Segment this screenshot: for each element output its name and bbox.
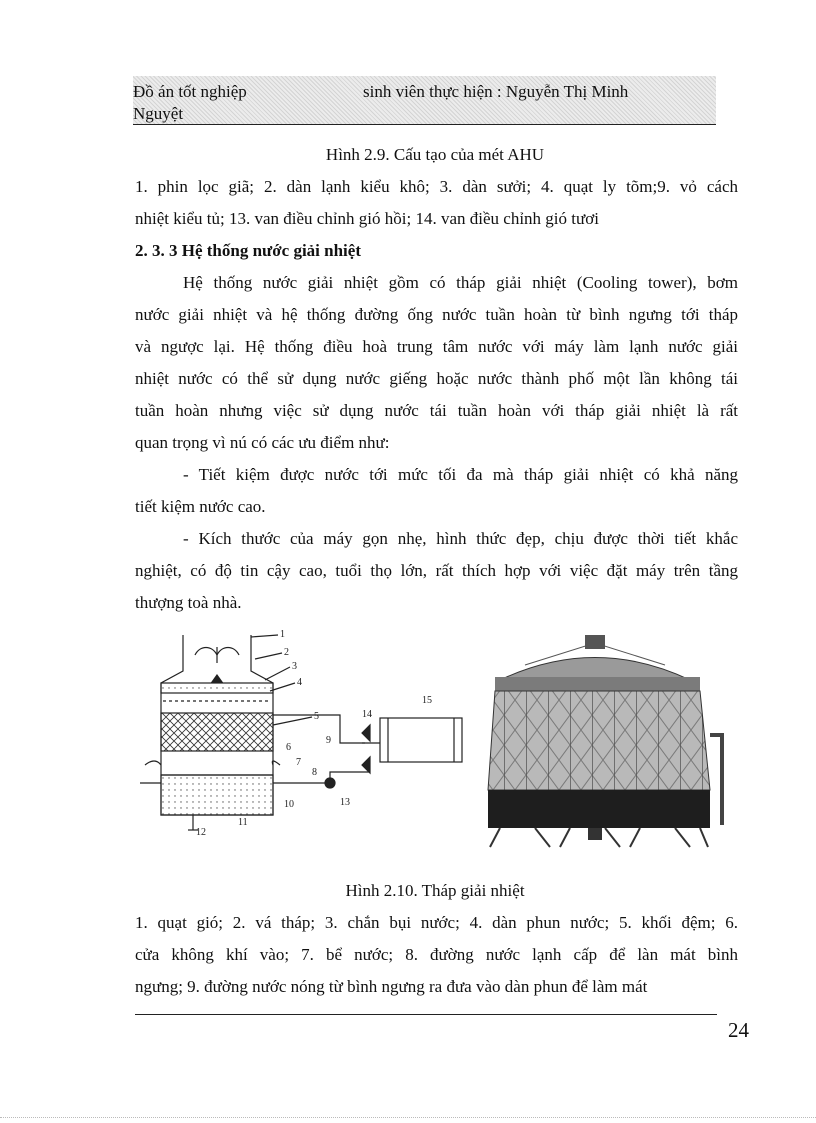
figure-2-9-caption: Hình 2.9. Cấu tạo của mét AHU: [325, 145, 545, 164]
label-10: 10: [284, 799, 294, 810]
label-2: 2: [284, 647, 289, 658]
label-8: 8: [312, 767, 317, 778]
cooling-tower-figure: [130, 625, 736, 850]
label-14: 14: [362, 709, 372, 720]
bullet-line: - Kích thước của máy gọn nhẹ, hình thức đẹp, chịu được thời tiết khắc: [183, 529, 738, 548]
body-line: tiết kiệm nước cao.: [135, 497, 266, 516]
label-1: 1: [280, 629, 285, 640]
body-line: tuần hoàn nhưng việc sử dụng nước tái tuần hoàn với tháp giải nhiệt là rất: [135, 401, 738, 420]
label-6: 6: [286, 742, 291, 753]
page-header: [133, 76, 716, 125]
figure-2-9-legend-line: nhiệt kiểu tủ; 13. van điều chỉnh gió hồi; 14. van điều chỉnh gió tươi: [135, 209, 599, 228]
cooling-tower-schematic: [140, 635, 462, 830]
header-thesis: Đồ án tốt nghiệp: [133, 82, 247, 101]
body-line: và ngược lại. Hệ thống điều hoà trung tâm nước với máy làm lạnh nước giải: [135, 337, 738, 356]
bullet-line: - Tiết kiệm được nước tới mức tối đa mà tháp giải nhiệt có khả năng: [183, 465, 738, 484]
footer-rule: [135, 1014, 717, 1015]
body-line: nước giải nhiệt và hệ thống đường ống nước tuần hoàn từ bình ngưng tới tháp: [135, 305, 738, 324]
label-9: 9: [326, 735, 331, 746]
page-number: 24: [728, 1018, 749, 1042]
cooling-tower-photo: [488, 635, 722, 847]
figure-2-9-legend-line: 1. phin lọc giã; 2. dàn lạnh kiểu khô; 3. dàn sưởi; 4. quạt ly tõm;9. vỏ cách: [135, 177, 738, 196]
header-student-cont: Nguyệt: [133, 104, 184, 123]
body-line: thượng toà nhà.: [135, 593, 242, 612]
figure-2-10-legend-line: 1. quạt gió; 2. vá tháp; 3. chắn bụi nước; 4. dàn phun nước; 5. khối đệm; 6.: [135, 913, 738, 932]
label-15: 15: [422, 695, 432, 706]
label-11: 11: [238, 817, 248, 828]
label-5: 5: [314, 711, 319, 722]
body-line: nhiệt nước có thể sử dụng nước giếng hoặc nước thành phố một lần không tái: [135, 369, 738, 388]
label-12: 12: [196, 827, 206, 838]
label-7: 7: [296, 757, 301, 768]
page-bottom-border: [0, 1117, 816, 1118]
figure-2-10-caption: Hình 2.10. Tháp giải nhiệt: [345, 881, 525, 900]
body-line: quan trọng vì nú có các ưu điểm như:: [135, 433, 390, 452]
label-13: 13: [340, 797, 350, 808]
body-line: Hệ thống nước giải nhiệt gồm có tháp giải nhiệt (Cooling tower), bơm: [183, 273, 738, 292]
header-student: sinh viên thực hiện : Nguyễn Thị Minh: [363, 82, 629, 101]
label-3: 3: [292, 661, 297, 672]
figure-2-10-legend-line: ngưng; 9. đường nước nóng từ bình ngưng ra đưa vào dàn phun để làm mát: [135, 977, 648, 996]
label-4: 4: [297, 677, 302, 688]
section-heading: 2. 3. 3 Hệ thống nước giải nhiệt: [135, 241, 361, 260]
body-line: nghiệt, có độ tin cậy cao, tuổi thọ lớn, rất thích hợp với việc đặt máy trên tầng: [135, 561, 738, 580]
figure-2-10-legend-line: cửa không khí vào; 7. bể nước; 8. đường nước lạnh cấp để làn mát bình: [135, 945, 738, 964]
